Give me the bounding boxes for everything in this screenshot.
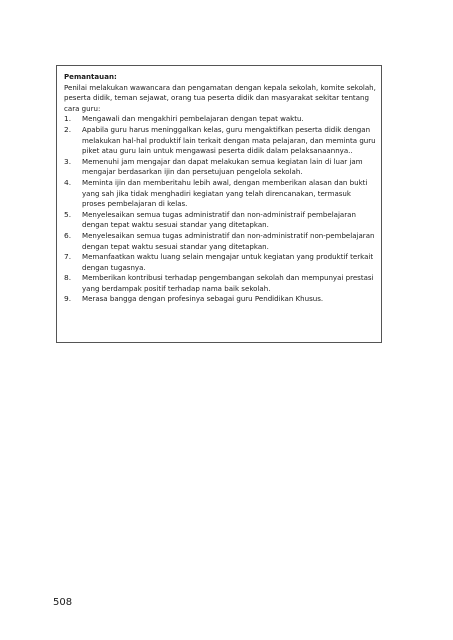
list-item <box>64 231 376 252</box>
item-text: Menyelesaikan semua tugas administratif dan non-administratif non-pembelajaran dengan tepat waktu sesuai standar yang ditetapkan. <box>82 230 375 251</box>
monitoring-box <box>56 65 382 343</box>
list-item <box>64 273 376 294</box>
item-text: Apabila guru harus meninggalkan kelas, guru mengaktifkan peserta didik dengan melakukan hal-hal produktif lain terkait dengan mata pelajaran, dan meminta guru piket atau guru lain untuk mengawasi peserta didik dalam pelaksanaannya.. <box>82 124 376 156</box>
item-text: Merasa bangga dengan profesinya sebagai guru Pendidikan Khusus. <box>82 294 324 304</box>
list-item <box>64 210 376 231</box>
item-text: Menyelesaikan semua tugas administratif dan non-administraif pembelajaran dengan tepat waktu sesuai standar yang ditetapkan. <box>82 209 356 230</box>
item-number: 4. <box>64 177 72 187</box>
list-item <box>64 294 376 305</box>
list-item <box>64 114 376 125</box>
list-item <box>64 178 376 210</box>
list-item <box>64 125 376 157</box>
criteria-list <box>64 114 376 305</box>
item-text: Meminta ijin dan memberitahu lebih awal, dengan memberikan alasan dan bukti yang sah jika tidak menghadiri kegiatan yang telah direncanakan, termasuk proses pembelajaran di kelas. <box>82 177 368 209</box>
page-number: 508 <box>53 597 73 608</box>
list-item <box>64 157 376 178</box>
item-number: 2. <box>64 124 72 134</box>
item-number: 7. <box>64 252 72 262</box>
item-text: Memanfaatkan waktu luang selain mengajar untuk kegiatan yang produktif terkait dengan tugasnya. <box>82 252 374 272</box>
box-intro: Penilai melakukan wawancara dan pengamatan dengan kepala sekolah, komite sekolah, peserta didik, teman sejawat, orang tua peserta didik dan masyarakat sekitar tentang cara guru: <box>64 82 376 113</box>
item-text: Memberikan kontribusi terhadap pengembangan sekolah dan mempunyai prestasi yang berdampak positif terhadap nama baik sekolah. <box>82 273 374 293</box>
item-number: 8. <box>64 273 72 283</box>
item-number: 5. <box>64 209 72 219</box>
item-text: Mengawali dan mengakhiri pembelajaran dengan tepat waktu. <box>82 114 304 124</box>
item-number: 3. <box>64 156 72 166</box>
box-title: Pemantauan: <box>64 72 117 81</box>
list-item <box>64 252 376 273</box>
item-number: 1. <box>64 114 72 124</box>
item-text: Memenuhi jam mengajar dan dapat melakukan semua kegiatan lain di luar jam mengajar berdasarkan ijin dan persetujuan pengelola sekolah. <box>82 156 363 177</box>
item-number: 9. <box>64 294 72 304</box>
item-number: 6. <box>64 230 72 240</box>
